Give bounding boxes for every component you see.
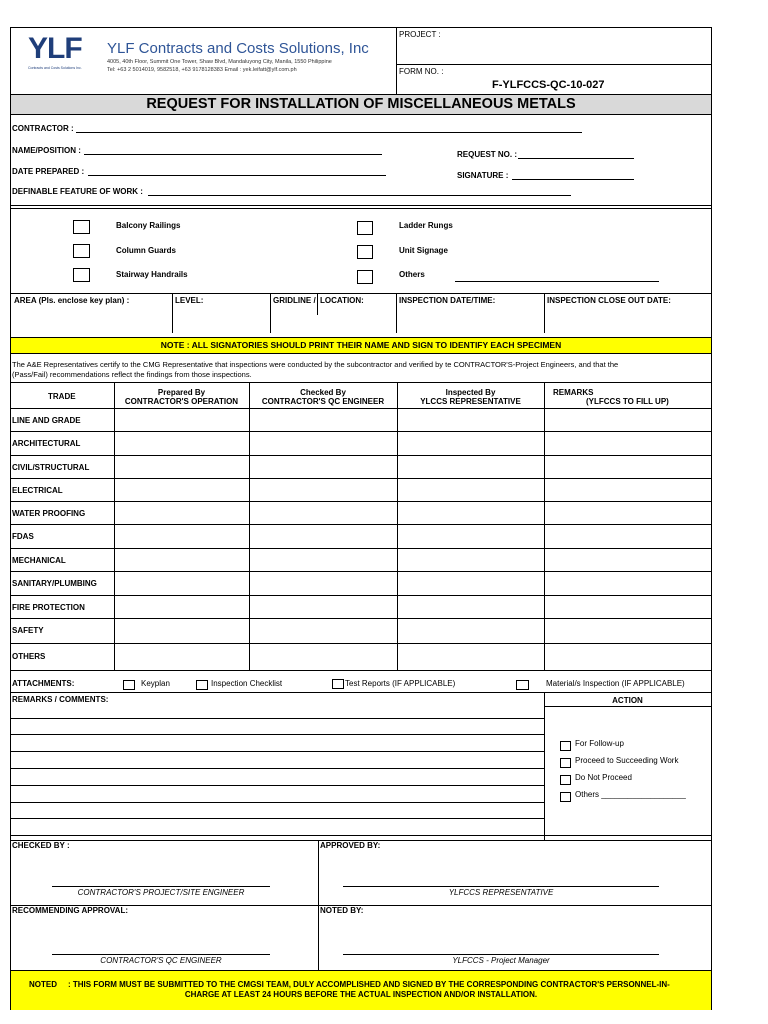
name-position-field[interactable]	[84, 154, 382, 155]
frame-left	[10, 27, 11, 1010]
header-divider	[396, 27, 397, 94]
stairway-checkbox[interactable]	[73, 268, 90, 282]
trade-row: SANITARY/PLUMBING	[12, 579, 97, 588]
column-checkbox[interactable]	[73, 244, 90, 258]
checked-by-label: CHECKED BY :	[12, 841, 70, 850]
stairway-label: Stairway Handrails	[116, 270, 188, 279]
remarks-line[interactable]	[10, 802, 544, 803]
company-name: YLF Contracts and Costs Solutions, Inc	[107, 40, 369, 57]
gridline-label: GRIDLINE /	[273, 296, 316, 305]
request-no-label: REQUEST NO. :	[457, 150, 518, 159]
trade-row: LINE AND GRADE	[12, 416, 81, 425]
qc-signature-line[interactable]	[52, 954, 270, 955]
trade-row: FIRE PROTECTION	[12, 603, 85, 612]
company-contact: Tel: +63 2 5014019, 9582518, +63 9178128383 Email : yek.leifatt@ylf.com.ph	[107, 67, 297, 73]
action-others-checkbox[interactable]	[560, 792, 571, 802]
column-label: Column Guards	[116, 246, 177, 255]
row-line	[10, 455, 712, 456]
test-reports-label: Test Reports (IF APPLICABLE)	[345, 679, 456, 688]
remarks-line[interactable]	[10, 768, 544, 769]
section-divider-2	[10, 208, 712, 209]
remarks-line[interactable]	[10, 718, 544, 719]
area-col-2b	[317, 293, 318, 315]
approved-by-label: APPROVED BY:	[320, 841, 381, 850]
representative-caption: YLFCCS REPRESENTATIVE	[448, 888, 554, 897]
balcony-label: Balcony Railings	[116, 221, 181, 230]
balcony-checkbox[interactable]	[73, 220, 90, 234]
row-line	[10, 548, 712, 549]
materials-label: Material/s Inspection (IF APPLICABLE)	[546, 679, 685, 688]
qc-caption: CONTRACTOR'S QC ENGINEER	[100, 956, 222, 965]
certify-text-1: The A&E Representatives certify to the CMG Representative that inspections were conducted by the subcontractor and verified by te CONTRACTOR'S-Project Engineers, and that the	[12, 360, 619, 369]
form-no-label: FORM NO. :	[399, 67, 444, 76]
trade-row: WATER PROOFING	[12, 509, 86, 518]
form-number: F-YLFCCS-QC-10-027	[492, 79, 605, 91]
trade-row: ELECTRICAL	[12, 486, 63, 495]
signage-checkbox[interactable]	[357, 245, 373, 259]
area-label: AREA (Pls. enclose key plan) :	[14, 296, 130, 305]
row-line	[10, 478, 712, 479]
area-col-2	[270, 293, 271, 333]
date-prepared-field[interactable]	[88, 175, 386, 176]
contractor-label: CONTRACTOR :	[12, 124, 74, 133]
trade-header: TRADE	[48, 392, 76, 401]
keyplan-checkbox[interactable]	[123, 680, 135, 690]
table-col-4	[544, 382, 545, 670]
date-prepared-label: DATE PREPARED :	[12, 167, 85, 176]
project-field[interactable]	[440, 29, 708, 61]
materials-checkbox[interactable]	[516, 680, 529, 690]
footer-note-label: NOTED	[29, 980, 57, 989]
test-reports-checkbox[interactable]	[332, 679, 344, 689]
form-title: REQUEST FOR INSTALLATION OF MISCELLANEOUS METALS	[146, 96, 576, 112]
not-proceed-checkbox[interactable]	[560, 775, 571, 785]
company-logo: YLF Contracts and Costs Solutions Inc.	[28, 32, 82, 70]
remarks-comments-label: REMARKS / COMMENTS:	[12, 695, 109, 704]
certify-text-2: (Pass/Fail) recommendations reflect the findings from those inspections.	[12, 370, 252, 379]
others-field[interactable]	[455, 281, 659, 282]
area-row-top	[10, 293, 712, 294]
keyplan-label: Keyplan	[141, 679, 170, 688]
frame-right	[711, 27, 712, 1010]
trade-row: OTHERS	[12, 652, 46, 661]
checklist-checkbox[interactable]	[196, 680, 208, 690]
area-col-1	[172, 293, 173, 333]
level-label: LEVEL:	[175, 296, 204, 305]
trade-row: SAFETY	[12, 626, 44, 635]
row-line	[10, 595, 712, 596]
others-checkbox[interactable]	[357, 270, 373, 284]
trade-row: FDAS	[12, 532, 34, 541]
footer-note-line-1: : THIS FORM MUST BE SUBMITTED TO THE CMGSI TEAM, DULY ACCOMPLISHED AND SIGNED BY THE CORRESPONDING CONTRACTOR'S PERSONNEL-IN-	[68, 980, 670, 989]
action-header-line	[544, 706, 712, 707]
follow-up-checkbox[interactable]	[560, 741, 571, 751]
trade-row: ARCHITECTURAL	[12, 439, 81, 448]
project-label: PROJECT :	[399, 30, 441, 39]
recommending-label: RECOMMENDING APPROVAL:	[12, 906, 128, 915]
checklist-label: Inspection Checklist	[211, 679, 283, 688]
company-address: 4005, 40th Floor, Summit One Tower, Shaw Blvd, Mandaluyong City, Manila, 1550 Philippine	[107, 59, 332, 65]
footer-note-line-2: CHARGE AT LEAST 24 HOURS BEFORE THE ACTUAL INSPECTION AND/OR INSTALLATION.	[184, 990, 538, 999]
ladder-label: Ladder Rungs	[399, 221, 453, 230]
attachments-bottom	[10, 692, 712, 693]
checked-by-header: Checked By CONTRACTOR'S QC ENGINEER	[261, 388, 385, 406]
area-col-3	[396, 293, 397, 333]
row-line	[10, 431, 712, 432]
table-col-3	[397, 382, 398, 670]
row-line	[10, 524, 712, 525]
header-split	[396, 64, 712, 65]
table-col-1	[114, 382, 115, 670]
representative-signature-line[interactable]	[343, 886, 659, 887]
signatories-note-bar	[11, 337, 711, 354]
prepared-by-header: Prepared By CONTRACTOR'S OPERATION	[124, 388, 239, 406]
attachments-label: ATTACHMENTS:	[12, 679, 75, 688]
row-line	[10, 643, 712, 644]
signage-label: Unit Signage	[399, 246, 448, 255]
table-col-2	[249, 382, 250, 670]
table-top	[10, 382, 712, 383]
action-others-label: Others ___________________	[575, 790, 686, 799]
proceed-label: Proceed to Succeeding Work	[575, 756, 679, 765]
inspected-by-header: Inspected By YLCCS REPRESENTATIVE	[420, 388, 521, 406]
signature-field[interactable]	[512, 179, 634, 180]
remarks-line[interactable]	[10, 818, 544, 819]
signatories-note: NOTE : ALL SIGNATORIES SHOULD PRINT THEIR NAME AND SIGN TO IDENTIFY EACH SPECIMEN	[160, 340, 562, 350]
title-bar	[11, 94, 711, 115]
close-out-label: INSPECTION CLOSE OUT DATE:	[547, 296, 671, 305]
remarks-line[interactable]	[10, 734, 544, 735]
row-line	[10, 618, 712, 619]
trade-row: MECHANICAL	[12, 556, 66, 565]
others-label: Others	[399, 270, 425, 279]
section-divider	[10, 205, 712, 206]
row-line	[10, 571, 712, 572]
noted-by-label: NOTED BY:	[320, 906, 364, 915]
area-col-4	[544, 293, 545, 333]
remarks-header: REMARKS (YLFCCS TO FILL UP)	[553, 388, 669, 406]
inspection-date-label: INSPECTION DATE/TIME:	[399, 296, 496, 305]
row-line	[10, 408, 712, 409]
frame-top	[10, 27, 712, 28]
action-label: ACTION	[612, 696, 643, 705]
table-bottom	[10, 670, 712, 671]
signoff-top	[10, 835, 712, 836]
trade-row: CIVIL/STRUCTURAL	[12, 463, 90, 472]
row-line	[10, 501, 712, 502]
remarks-line[interactable]	[10, 751, 544, 752]
manager-caption: YLFCCS - Project Manager	[452, 956, 550, 965]
not-proceed-label: Do Not Proceed	[575, 773, 632, 782]
name-position-label: NAME/POSITION :	[12, 146, 81, 155]
definable-feature-label: DEFINABLE FEATURE OF WORK :	[12, 187, 143, 196]
footer-note-bar	[11, 970, 711, 1010]
action-divider	[544, 692, 545, 840]
engineer-caption: CONTRACTOR'S PROJECT/SITE ENGINEER	[77, 888, 245, 897]
engineer-signature-line[interactable]	[52, 886, 270, 887]
follow-up-label: For Follow-up	[575, 739, 624, 748]
request-no-field[interactable]	[518, 158, 634, 159]
contractor-field[interactable]	[76, 132, 582, 133]
definable-feature-field[interactable]	[148, 195, 571, 196]
signature-label: SIGNATURE :	[457, 171, 509, 180]
remarks-line[interactable]	[10, 785, 544, 786]
location-label: LOCATION:	[320, 296, 364, 305]
manager-signature-line[interactable]	[343, 954, 659, 955]
proceed-checkbox[interactable]	[560, 758, 571, 768]
ladder-checkbox[interactable]	[357, 221, 373, 235]
